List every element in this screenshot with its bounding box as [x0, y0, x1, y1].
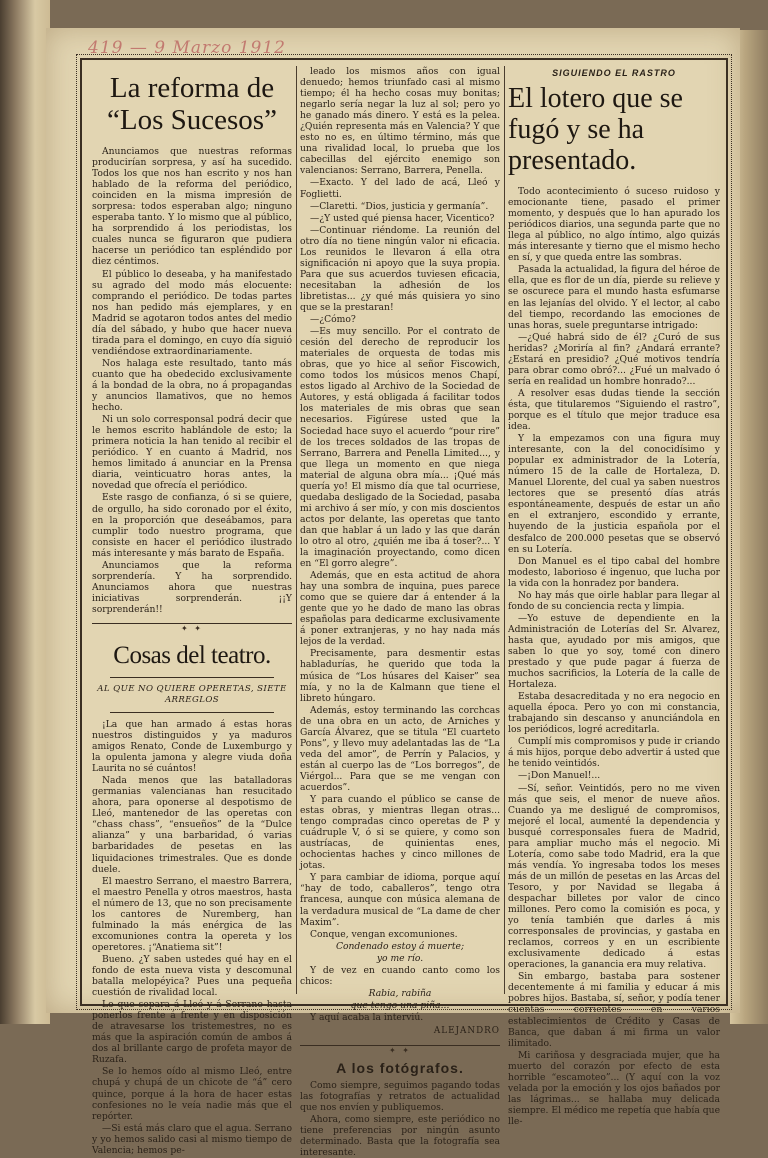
paragraph: Anunciamos que nuestras reformas producirían sorpresa, y así ha sucedido. Todos los que nos han escrito y nos han hablado de la reforma del periódico, coinciden en la misma impresión de sorpresa: todos esperaban algo; ninguno esperaba tanto. Y lo mismo que al público, ha sorprendido á los periodistas, los cuales nunca se figuraron que pudiera hacerse un periódico tan espléndido por diez céntimos. — [92, 146, 292, 268]
paragraph: Y de vez en cuando canto como los chicos: — [300, 964, 500, 987]
paragraph: Como siempre, seguimos pagando todas las fotografías y retratos de actualidad que nos envíen y publiquemos. — [300, 1080, 500, 1114]
paragraph: Conque, vengan excomuniones. — [310, 928, 458, 940]
paragraph: Nos halaga este resultado, tanto más cuanto que ha obedecido exclusivamente á la bondad de la obra, no á propagandas y anuncios llamativos, que no hemos hecho. — [92, 357, 292, 414]
paragraph: —Si está más claro que el agua. Serrano y yo hemos salido casi al mismo tiempo de Valencia; hemos pe- — [92, 1122, 292, 1156]
paragraph: Y para cambiar de idioma, porque aquí “hay de todo, caballeros”, tengo otra francesa, aunque con música alemana de la verdadura musical de “La dame de cher Maxim”. — [300, 872, 500, 928]
paragraph: —¿Qué habrá sido de él? ¿Curó de sus heridas? ¿Moriría al fin? ¿Andará errante? ¿Estará en presidio? ¿Qué motivos tendría para obrar como obró?... ¿Fué un malvado ó sería en realidad un hombre honrado?... — [508, 331, 720, 387]
paragraph: —¿Cómo? — [310, 314, 356, 326]
ornament-divider: ✦ ✦ — [300, 1045, 500, 1055]
paragraph: leado los mismos años con igual denuedo; hemos triunfado casi al mismo tiempo; él ha hecho cosas muy bonitas; negarlo sería negar la luz al sol; pero yo he ganado más dinero. Y está es la pelea. ¿Quién representa más en Valencia? Y que esto no es, en último término, más que una rivalidad local, lo prueba que los cabecillas del ejército enemigo son valencianos: Serrano, Barrera, Penella. — [300, 66, 500, 177]
column-3 — [508, 66, 720, 1127]
headline-line: “Los Sucesos” — [107, 104, 277, 136]
ornament-divider: ✦ ✦ — [92, 623, 292, 633]
paragraph: —¿Y usted qué piensa hacer, Vicentico? — [310, 212, 495, 224]
fotografos-title: A los fotógrafos. — [336, 1060, 464, 1077]
verse-line: yo me río. — [376, 952, 424, 964]
section-kicker: SIGUIENDO EL RASTRO — [552, 68, 676, 78]
paragraph: Mi cariñosa y desgraciada mujer, que ha muerto del corazón por efecto de esta horrible “escamoteo”... (Y aquí con la voz velada por la emoción y los ojos bañados por las lágrimas... se hallaba muy delicada siempre. El médico me repetía que había que lle- — [508, 1049, 720, 1127]
verse-line: que tengo una piña... — [350, 999, 450, 1011]
paragraph: No hay más que oirle hablar para llegar al fondo de su conciencia recta y limpia. — [508, 589, 720, 612]
paragraph: Don Manuel es el tipo cabal del hombre modesto, laborioso é ingenuo, que lucha por la vida con la honradez por bandera. — [508, 555, 720, 589]
divider — [110, 677, 274, 678]
paragraph: Cumplí mis compromisos y pude ir criando á mis hijos, porque debo advertir á usted que he tenido veintidós. — [508, 736, 720, 770]
column-1 — [92, 66, 292, 1156]
headline-line: La reforma de — [109, 72, 275, 104]
divider — [110, 712, 274, 713]
paragraph: Y para cuando el público se canse de estas obras, y mientras llegan otras... tengo compradas cinco operetas de P y cuádruple V, ó si se quiere, y como son austríacas, de quinientas enes, ochocientas haches y cinco millones de jotas. — [300, 794, 500, 872]
book-binding — [0, 0, 50, 1024]
verse-line: Condenado estoy á muerte; — [335, 940, 465, 952]
paragraph: Bueno. ¿Y saben ustedes qué hay en el fondo de esta nueva vista y descomunal batalla melopéyica? Pues una pequeña cuestión de rivalidad local. — [92, 953, 292, 999]
paragraph: El público lo deseaba, y ha manifestado su agrado del modo más elocuente: comprando el periódico. De todas partes nos han pedido más ejemplares, y en Madrid se agotaron todos antes del medio día del sábado, y hubo que hacer nueva tirada para el domingo, en cuyo día siguió vendiéndose extraordinariamente. — [92, 268, 292, 357]
verse-line: Rabia, rabiña — [368, 987, 432, 999]
article-teatro-subhead: AL QUE NO QUIERE OPERETAS, SIETE ARREGLOS — [97, 683, 287, 705]
paragraph: Ahora, como siempre, este periódico no tiene preferencias por ningún asunto determinado. Basta que la fotografía sea interesante. — [300, 1114, 500, 1158]
paragraph: —Es muy sencillo. Por el contrato de cesión del derecho de reproducir los materiales de orquesta de todas mis obras, que yo hice al señor Fiscowich, como todos los músicos menos Chapí, estos ligado al Archivo de la Sociedad de Autores, y está obligada á facilitar todos los materiales de mis obras que sean necesarios. Figúrese usted que la Sociedad hace suyo el acuerdo “pour rire” de los treces soldados de las tropas de Serrano, Barrera and Penella Limited..., y que llega un momento en que niega material de alguna obra mía... ¡Qué más quería yo! El mismo día que tal ocurriese, quedaba desligado de la Sociedad, pasaba mi archivo á ser mío, y con mis doscientos actos por delante, las operetas que tanto dan que hablar á un lado y las que darán lo otro al otro, ¿quién me iba á toser?... Y la imaginación proyectando, como dicen en “El gorro alegre”. — [300, 326, 500, 570]
paragraph: —Continuar riéndome. La reunión del otro día no tiene ningún valor ni eficacia. Los reunidos le llevaron á ella otra significación ni apoyo que la suya propia. Para que sus acuerdos tuviesen eficacia, necesitaban la adhesión de los libretistas... ¿y qué más quisiera yo sino que se la prestaran! — [300, 224, 500, 313]
paragraph: Además, que en esta actitud de ahora hay una sombra de inquina, pues parece como que se quiere dar á entender á la gente que yo he dado de mano las obras españolas para dedicarme exclusivamente á poner extranjeras, y no hay nada más lejos de la verdad. — [300, 570, 500, 648]
paragraph: Precisamente, para desmentir estas habladurías, he querido que toda la música de “Los húsares del Kaiser” sea mía, y no la de Kalmann que tiene el libreto húngaro. — [300, 648, 500, 704]
paragraph: Se lo hemos oído al mismo Lleó, entre chupá y chupá de un chicote de “á” cero quince, porque á la hora de hacer estas confesiones no le veía nadie más que el repórter. — [92, 1066, 292, 1122]
paragraph: —Claretti. “Dios, justicia y germanía”. — [310, 200, 489, 212]
paragraph: Todo acontecimiento ó suceso ruidoso y emocionante tiene, pasado el primer momento, y después que lo han apurado los periódicos diarios, una segunda parte que no llega al público, no algo íntimo, algo quizás más interesante y tierno que el mismo hecho en sí, y que queda entre las sombras. — [508, 186, 720, 264]
paragraph: Nada menos que las batalladoras germanias valencianas han resucitado ahora, para oponerse al despotismo de Lleó, mantenedor de las operetas con “chass chass”, “ensueños” de la “Dulce alianza” y una barbaridad, ó varias barbaridades de pesetas en las liquidaciones trimestrales. Que es donde duele. — [92, 775, 292, 875]
paragraph: —Sí, señor. Veintidós, pero no me viven más que seis, el menor de nueve años. Cuando ya me desligué de compromisos, mejoré el local, aumenté la dependencia y busqué corresponsales fuera de Madrid, para ampliar mucho más el negocio. Mi Lotería, como sabe todo Madrid, era la que más vendía. Yo ingresaba todos los meses más de un millón de pesetas en las Arcas del Tesoro, y por Navidad se llegaba á despachar billetes por valor de cinco millones. Pero como la comisión es poca, y yo tenía también que darles á mis corresponsales de provincias, y gastaba en reclamos, correos y en un escribiente exclusivamente dedicado á estas operaciones, la ganancia era muy relativa. — [508, 782, 720, 971]
paragraph: —Exacto. Y del lado de acá, Lleó y Foglietti. — [300, 177, 500, 200]
paragraph: El maestro Serrano, el maestro Barrera, el maestro Penella y otros maestros, hasta el número de 13, que no son precisamente los cantores de Nuremberg, han fulminado la más enérgica de las excomuniones contra la opereta y los operetores. ¡“Anatiema sit”! — [92, 875, 292, 953]
paragraph: Anunciamos que la reforma sorprendería. Y ha sorprendido. Anunciamos ahora que nuestras iniciativas sorprenderán. ¡¡Y sorprenderán!! — [92, 559, 292, 615]
article-lotero-title: El lotero que se fugó y se ha presentado. — [508, 83, 683, 177]
paragraph: Estaba desacreditada y no era negocio en aquella época. Pero yo con mi constancia, trabajando sin descanso y anunciándola en los periódicos, logré acreditarla. — [508, 691, 720, 736]
paragraph: Este rasgo de confianza, ó si se quiere, de orgullo, ha sido coronado por el éxito, en la proporción que deseábamos, para cumplir todo nuestro programa, que consiste en hacer el periódico ilustrado más interesante y más barato de España. — [92, 492, 292, 559]
paragraph: ¡La que han armado á estas horas nuestros distinguidos y ya maduros amigos Renato, Conde de Luxemburgo y la opulenta jamona y alegre viuda doña Laurita no sé cuántos! — [92, 718, 292, 775]
paragraph: Ni un solo corresponsal podrá decir que le hemos escrito hablándole de esto; la primera noticia la han tenido al recibir el periódico. Y en cuanto á Madrid, nos hemos limitado á anunciar en la Prensa diaria, veinticuatro horas antes, la novedad que ofrecía el periódico. — [92, 414, 292, 492]
column-rule — [296, 66, 297, 994]
paragraph: —Yo estuve de dependiente en la Administración de Loterías del Sr. Alvarez, hasta que, ayudado por mis amigos, que saben lo que yo soy, tomé con dinero prestado y que pude pagar á fuerza de muchos sacrificios, la Lotería de la calle de Hortaleza. — [508, 612, 720, 691]
paragraph: Pasada la actualidad, la figura del héroe de ella, que es flor de un día, pierde su relieve y se oscurece para el mundo hasta esfumarse en las lejanías del olvido. Y el lector, al cabo del tiempo, recordando las emociones de unas horas, suele preguntarse intrigado: — [508, 264, 720, 331]
column-2 — [300, 66, 500, 1158]
paragraph: —¡Don Manuel!... — [518, 770, 601, 782]
paragraph: Sin embargo, bastaba para sostener decentemente á mi familia y educar á mis pobres hijos. Bastaba, sí, señor, y podía tener cuentas corrientes en varios establecimientos de Crédito y Casas de Banca, que daban á mi firma un valor ilimitado. — [508, 971, 720, 1049]
paragraph: Además, estoy terminando las corchcas de una obra en un acto, de Arniches y García Álvarez, que se titula “El cuarteto Pons”, y llevo muy adelantadas las de “La veda del amor”, de Perrín y Palacios, y están al cuerpo las de “Los borregos”, de Viérgol... Para que se me vengan con acuerdos”. — [300, 704, 500, 793]
paragraph: Y la empezamos con una figura muy interesante, con la del conocidísimo y popular ex administrador de la Lotería, número 15 de la calle de Hortaleza, D. Manuel Llorente, del cual ya saben nuestros lectores que se presentó días atrás espontáneamente, después de estar un año en el extranjero, escondido y errante, huyendo de la justicia española por el desfalco de 200.000 pesetas que se observó en su Lotería. — [508, 433, 720, 555]
paragraph: Lo que separa á Lleó y á Serrano hasta ponerlos frente á frente y en disposición de atravesarse los tristemestres, no es más que la aspiración común de ambos á dos al brillante cargo de profeta mayor de Ruzafa. — [92, 999, 292, 1066]
column-rule — [504, 66, 505, 994]
article-reforma-title — [92, 72, 292, 136]
handwritten-date: 419 — 9 Marzo 1912 — [88, 38, 287, 58]
article-teatro-title: Cosas del teatro. — [113, 641, 271, 669]
paragraph: Y aquí acaba la interviú. — [310, 1011, 424, 1023]
author-signature: ALEJANDRO — [433, 1025, 500, 1036]
paragraph: A resolver esas dudas tiende la sección ésta, que titularemos “Siguiendo el rastro”, porque es el título que mejor traduce esa idea. — [508, 387, 720, 433]
